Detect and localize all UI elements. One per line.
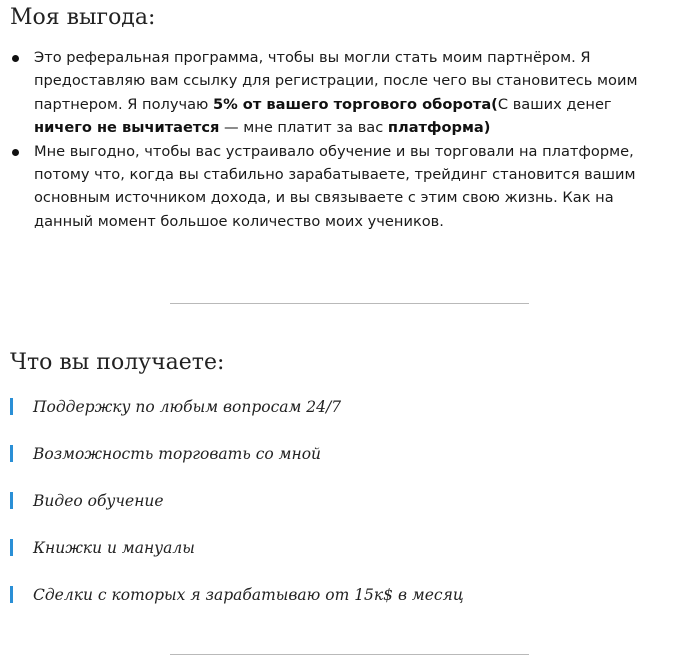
bullet-bold-text: платформа) (387, 119, 491, 137)
accent-bar-icon (10, 445, 13, 462)
bullet-text-part: — мне платит за вас (219, 119, 388, 137)
accent-bar-icon (10, 539, 13, 556)
divider (170, 654, 529, 655)
accent-bar-icon (10, 492, 13, 509)
feature-label: Возможность торговать со мной (33, 445, 322, 463)
list-item (10, 46, 670, 140)
feature-item (10, 537, 464, 584)
bullet-text-part: Это реферальная программа, чтобы вы могли стать моим партнёром. Я предоставляю вам ссылку для регистрации, после чего вы становитесь моим партнером. Я получаю (34, 49, 638, 113)
bullet-icon (12, 149, 19, 156)
feature-label: Поддержку по любым вопросам 24/7 (33, 398, 342, 416)
bullet-bold-text: ничего не вычитается (34, 119, 220, 137)
benefit-list (10, 46, 670, 233)
feature-item (10, 396, 464, 443)
feature-item (10, 490, 464, 537)
feature-label: Книжки и мануалы (33, 539, 195, 557)
bullet-text: Мне выгодно, чтобы вас устраивало обучение и вы торговали на платформе, потому что, когда вы стабильно зарабатываете, трейдинг становится вашим основным источником дохода, и вы связываете с этим свою жизнь. Как на данный момент большое количество моих учеников. (34, 142, 636, 230)
accent-bar-icon (10, 398, 13, 415)
feature-item (10, 584, 464, 631)
bullet-bold-text: 5% от вашего торгового оборота( (212, 95, 498, 113)
feature-list (10, 396, 464, 631)
section-title-benefit: Моя выгода: (10, 5, 156, 30)
section-title-get: Что вы получаете: (10, 350, 225, 375)
feature-item (10, 443, 464, 490)
divider (170, 303, 529, 304)
feature-label: Видео обучение (33, 492, 164, 510)
bullet-icon (12, 55, 19, 62)
bullet-text-part: С ваших денег (497, 95, 612, 113)
list-item (10, 140, 670, 234)
accent-bar-icon (10, 586, 13, 603)
feature-label: Сделки с которых я зарабатываю от 15к$ в месяц (33, 586, 464, 604)
